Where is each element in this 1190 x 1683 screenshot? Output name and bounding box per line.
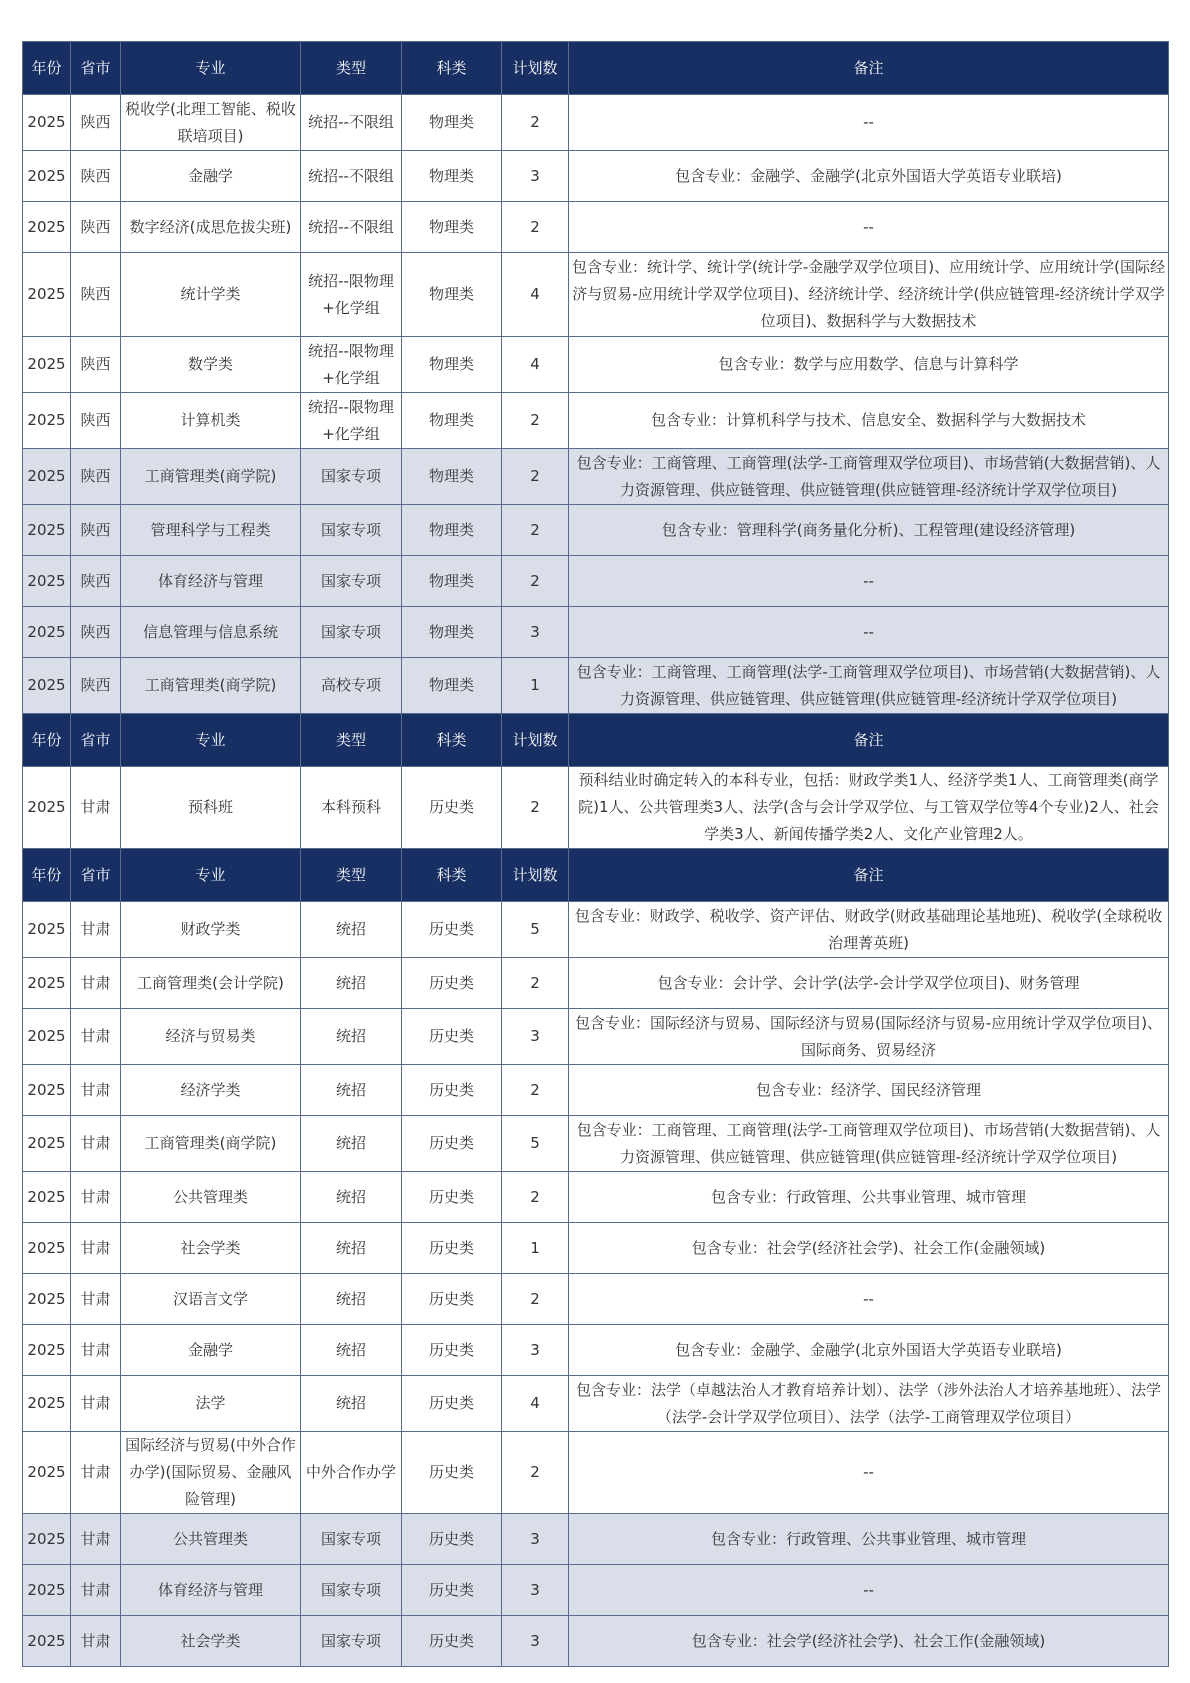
cell-remark: 包含专业：金融学、金融学(北京外国语大学英语专业联培) [569,151,1169,202]
cell-year: 2025 [23,958,71,1009]
table-row [23,1432,1169,1514]
cell-plan-count: 3 [502,1514,569,1565]
cell-remark: 包含专业：行政管理、公共事业管理、城市管理 [569,1514,1169,1565]
cell-subject: 物理类 [402,393,502,449]
cell-plan-count: 1 [502,1223,569,1274]
cell-type: 国家专项 [301,1616,402,1667]
cell-province: 甘肃 [71,1065,121,1116]
cell-year: 2025 [23,1514,71,1565]
cell-remark: -- [569,556,1169,607]
cell-plan-count: 2 [502,95,569,151]
cell-year: 2025 [23,337,71,393]
cell-province: 陕西 [71,151,121,202]
cell-year: 2025 [23,1065,71,1116]
cell-subject: 物理类 [402,95,502,151]
cell-type: 国家专项 [301,607,402,658]
admission-plan-table-wrapper [22,41,1168,1667]
cell-province: 甘肃 [71,958,121,1009]
cell-year: 2025 [23,1432,71,1514]
column-header-subject: 科类 [402,849,502,902]
table-row [23,1565,1169,1616]
cell-major: 经济与贸易类 [121,1009,301,1065]
column-header-major: 专业 [121,849,301,902]
cell-plan-count: 4 [502,1376,569,1432]
table-row [23,449,1169,505]
table-row [23,337,1169,393]
admission-plan-table [22,41,1169,1667]
cell-subject: 历史类 [402,1376,502,1432]
cell-plan-count: 2 [502,767,569,849]
cell-province: 甘肃 [71,1274,121,1325]
cell-plan-count: 2 [502,202,569,253]
table-row [23,1616,1169,1667]
table-row [23,253,1169,337]
column-header-major: 专业 [121,714,301,767]
cell-plan-count: 2 [502,449,569,505]
cell-province: 陕西 [71,449,121,505]
cell-subject: 历史类 [402,1009,502,1065]
cell-province: 陕西 [71,253,121,337]
cell-year: 2025 [23,767,71,849]
cell-subject: 历史类 [402,1565,502,1616]
cell-major: 工商管理类(会计学院) [121,958,301,1009]
cell-type: 中外合作办学 [301,1432,402,1514]
cell-plan-count: 1 [502,658,569,714]
column-header-plan-count: 计划数 [502,42,569,95]
cell-remark: 包含专业：社会学(经济社会学)、社会工作(金融领域) [569,1223,1169,1274]
cell-subject: 历史类 [402,1325,502,1376]
cell-remark: 包含专业：会计学、会计学(法学-会计学双学位项目)、财务管理 [569,958,1169,1009]
cell-remark: 包含专业：社会学(经济社会学)、社会工作(金融领域) [569,1616,1169,1667]
cell-remark: 包含专业：工商管理、工商管理(法学-工商管理双学位项目)、市场营销(大数据营销)、人力资源管理、供应链管理、供应链管理(供应链管理-经济统计学双学位项目) [569,449,1169,505]
cell-plan-count: 2 [502,505,569,556]
cell-year: 2025 [23,95,71,151]
cell-subject: 历史类 [402,1432,502,1514]
cell-subject: 历史类 [402,1116,502,1172]
column-header-remark: 备注 [569,714,1169,767]
cell-remark: 包含专业：统计学、统计学(统计学-金融学双学位项目)、应用统计学、应用统计学(国际经济与贸易-应用统计学双学位项目)、经济统计学、经济统计学(供应链管理-经济统计学双学位项目)、数据科学与大数据技术 [569,253,1169,337]
column-header-plan-count: 计划数 [502,849,569,902]
cell-province: 甘肃 [71,1432,121,1514]
column-header-year: 年份 [23,849,71,902]
cell-province: 甘肃 [71,1514,121,1565]
cell-plan-count: 2 [502,1274,569,1325]
cell-subject: 历史类 [402,1172,502,1223]
cell-plan-count: 3 [502,1325,569,1376]
cell-subject: 物理类 [402,253,502,337]
column-header-year: 年份 [23,714,71,767]
cell-province: 甘肃 [71,902,121,958]
cell-major: 经济学类 [121,1065,301,1116]
table-row [23,1009,1169,1065]
table-row [23,607,1169,658]
cell-type: 统招 [301,1325,402,1376]
cell-major: 工商管理类(商学院) [121,1116,301,1172]
cell-province: 陕西 [71,607,121,658]
cell-province: 陕西 [71,658,121,714]
cell-year: 2025 [23,1325,71,1376]
cell-year: 2025 [23,393,71,449]
cell-subject: 物理类 [402,202,502,253]
cell-year: 2025 [23,1116,71,1172]
cell-major: 金融学 [121,151,301,202]
cell-year: 2025 [23,902,71,958]
cell-subject: 历史类 [402,1274,502,1325]
cell-major: 计算机类 [121,393,301,449]
cell-type: 统招 [301,958,402,1009]
cell-type: 统招 [301,902,402,958]
cell-type: 统招 [301,1009,402,1065]
table-row [23,505,1169,556]
cell-type: 统招 [301,1223,402,1274]
cell-remark: 包含专业：财政学、税收学、资产评估、财政学(财政基础理论基地班)、税收学(全球税收治理菁英班) [569,902,1169,958]
table-row [23,151,1169,202]
cell-major: 统计学类 [121,253,301,337]
cell-major: 财政学类 [121,902,301,958]
cell-subject: 物理类 [402,658,502,714]
table-row [23,902,1169,958]
table-row [23,1065,1169,1116]
cell-year: 2025 [23,505,71,556]
cell-subject: 物理类 [402,607,502,658]
cell-major: 管理科学与工程类 [121,505,301,556]
cell-type: 高校专项 [301,658,402,714]
cell-type: 统招 [301,1376,402,1432]
cell-subject: 物理类 [402,449,502,505]
column-header-subject: 科类 [402,714,502,767]
cell-subject: 物理类 [402,505,502,556]
cell-plan-count: 3 [502,1565,569,1616]
cell-major: 金融学 [121,1325,301,1376]
cell-year: 2025 [23,202,71,253]
cell-remark: 预科结业时确定转入的本科专业，包括：财政学类1人、经济学类1人、工商管理类(商学院)1人、公共管理类3人、法学(含与会计学双学位、与工管双学位等4个专业)2人、社会学类3人、新闻传播学类2人、文化产业管理2人。 [569,767,1169,849]
cell-type: 统招--限物理+化学组 [301,253,402,337]
cell-type: 国家专项 [301,1514,402,1565]
cell-year: 2025 [23,1616,71,1667]
cell-remark: 包含专业：数学与应用数学、信息与计算科学 [569,337,1169,393]
cell-type: 统招--不限组 [301,95,402,151]
cell-province: 甘肃 [71,1325,121,1376]
cell-major: 数字经济(成思危拔尖班) [121,202,301,253]
table-row [23,658,1169,714]
column-header-type: 类型 [301,849,402,902]
column-header-province: 省市 [71,714,121,767]
cell-remark: -- [569,1274,1169,1325]
cell-plan-count: 4 [502,253,569,337]
column-header-subject: 科类 [402,42,502,95]
table-row [23,95,1169,151]
cell-year: 2025 [23,1274,71,1325]
table-row [23,1274,1169,1325]
table-row [23,1514,1169,1565]
cell-type: 国家专项 [301,556,402,607]
cell-remark: -- [569,607,1169,658]
cell-type: 统招 [301,1065,402,1116]
cell-plan-count: 3 [502,1009,569,1065]
cell-province: 甘肃 [71,1116,121,1172]
table-row [23,556,1169,607]
table-header-row [23,849,1169,902]
cell-major: 工商管理类(商学院) [121,449,301,505]
cell-province: 陕西 [71,202,121,253]
cell-plan-count: 5 [502,902,569,958]
cell-province: 陕西 [71,95,121,151]
cell-subject: 历史类 [402,958,502,1009]
cell-remark: 包含专业：法学（卓越法治人才教育培养计划）、法学（涉外法治人才培养基地班）、法学（法学-会计学双学位项目）、法学（法学-工商管理双学位项目） [569,1376,1169,1432]
cell-year: 2025 [23,556,71,607]
cell-province: 甘肃 [71,1172,121,1223]
cell-province: 甘肃 [71,1565,121,1616]
cell-type: 国家专项 [301,505,402,556]
cell-major: 汉语言文学 [121,1274,301,1325]
table-body [23,42,1169,1667]
cell-major: 公共管理类 [121,1514,301,1565]
cell-type: 统招--不限组 [301,151,402,202]
cell-subject: 历史类 [402,1514,502,1565]
cell-province: 甘肃 [71,1616,121,1667]
cell-year: 2025 [23,253,71,337]
cell-plan-count: 2 [502,393,569,449]
cell-major: 国际经济与贸易(中外合作办学)(国际贸易、金融风险管理) [121,1432,301,1514]
cell-major: 体育经济与管理 [121,1565,301,1616]
cell-subject: 物理类 [402,556,502,607]
table-row [23,202,1169,253]
cell-year: 2025 [23,607,71,658]
table-row [23,1325,1169,1376]
cell-major: 法学 [121,1376,301,1432]
cell-year: 2025 [23,1565,71,1616]
cell-province: 甘肃 [71,1223,121,1274]
cell-plan-count: 2 [502,1172,569,1223]
cell-remark: 包含专业：行政管理、公共事业管理、城市管理 [569,1172,1169,1223]
cell-year: 2025 [23,658,71,714]
cell-province: 甘肃 [71,1376,121,1432]
cell-major: 数学类 [121,337,301,393]
cell-year: 2025 [23,1172,71,1223]
cell-major: 社会学类 [121,1223,301,1274]
cell-plan-count: 5 [502,1116,569,1172]
cell-remark: 包含专业：经济学、国民经济管理 [569,1065,1169,1116]
cell-type: 统招--限物理+化学组 [301,337,402,393]
cell-type: 国家专项 [301,1565,402,1616]
table-row [23,958,1169,1009]
column-header-type: 类型 [301,714,402,767]
cell-province: 陕西 [71,393,121,449]
cell-remark: -- [569,1432,1169,1514]
table-row [23,1116,1169,1172]
cell-remark: 包含专业：国际经济与贸易、国际经济与贸易(国际经济与贸易-应用统计学双学位项目)、国际商务、贸易经济 [569,1009,1169,1065]
cell-major: 税收学(北理工智能、税收联培项目) [121,95,301,151]
cell-year: 2025 [23,1376,71,1432]
cell-remark: 包含专业：金融学、金融学(北京外国语大学英语专业联培) [569,1325,1169,1376]
cell-remark: 包含专业：工商管理、工商管理(法学-工商管理双学位项目)、市场营销(大数据营销)、人力资源管理、供应链管理、供应链管理(供应链管理-经济统计学双学位项目) [569,1116,1169,1172]
cell-plan-count: 2 [502,556,569,607]
cell-plan-count: 2 [502,1432,569,1514]
cell-major: 信息管理与信息系统 [121,607,301,658]
cell-year: 2025 [23,151,71,202]
cell-plan-count: 4 [502,337,569,393]
cell-remark: -- [569,95,1169,151]
cell-plan-count: 3 [502,151,569,202]
cell-subject: 历史类 [402,902,502,958]
cell-plan-count: 2 [502,958,569,1009]
cell-year: 2025 [23,1009,71,1065]
table-header-row [23,714,1169,767]
cell-remark: -- [569,1565,1169,1616]
cell-type: 本科预科 [301,767,402,849]
cell-remark: 包含专业：管理科学(商务量化分析)、工程管理(建设经济管理) [569,505,1169,556]
cell-province: 陕西 [71,505,121,556]
cell-province: 陕西 [71,337,121,393]
cell-type: 统招 [301,1274,402,1325]
cell-type: 统招--不限组 [301,202,402,253]
cell-year: 2025 [23,1223,71,1274]
column-header-province: 省市 [71,849,121,902]
cell-remark: -- [569,202,1169,253]
cell-year: 2025 [23,449,71,505]
column-header-remark: 备注 [569,42,1169,95]
cell-remark: 包含专业：计算机科学与技术、信息安全、数据科学与大数据技术 [569,393,1169,449]
cell-subject: 历史类 [402,767,502,849]
cell-major: 公共管理类 [121,1172,301,1223]
column-header-major: 专业 [121,42,301,95]
cell-province: 陕西 [71,556,121,607]
cell-plan-count: 2 [502,1065,569,1116]
column-header-type: 类型 [301,42,402,95]
cell-province: 甘肃 [71,1009,121,1065]
cell-province: 甘肃 [71,767,121,849]
table-header-row [23,42,1169,95]
column-header-province: 省市 [71,42,121,95]
column-header-plan-count: 计划数 [502,714,569,767]
cell-plan-count: 3 [502,607,569,658]
cell-subject: 历史类 [402,1223,502,1274]
cell-type: 统招--限物理+化学组 [301,393,402,449]
cell-major: 工商管理类(商学院) [121,658,301,714]
cell-subject: 历史类 [402,1065,502,1116]
cell-remark: 包含专业：工商管理、工商管理(法学-工商管理双学位项目)、市场营销(大数据营销)、人力资源管理、供应链管理、供应链管理(供应链管理-经济统计学双学位项目) [569,658,1169,714]
table-row [23,1223,1169,1274]
cell-major: 体育经济与管理 [121,556,301,607]
table-row [23,767,1169,849]
cell-plan-count: 3 [502,1616,569,1667]
cell-subject: 物理类 [402,151,502,202]
cell-type: 统招 [301,1116,402,1172]
table-row [23,1376,1169,1432]
table-row [23,393,1169,449]
table-row [23,1172,1169,1223]
column-header-remark: 备注 [569,849,1169,902]
column-header-year: 年份 [23,42,71,95]
cell-type: 统招 [301,1172,402,1223]
cell-major: 预科班 [121,767,301,849]
cell-type: 国家专项 [301,449,402,505]
cell-major: 社会学类 [121,1616,301,1667]
cell-subject: 历史类 [402,1616,502,1667]
cell-subject: 物理类 [402,337,502,393]
